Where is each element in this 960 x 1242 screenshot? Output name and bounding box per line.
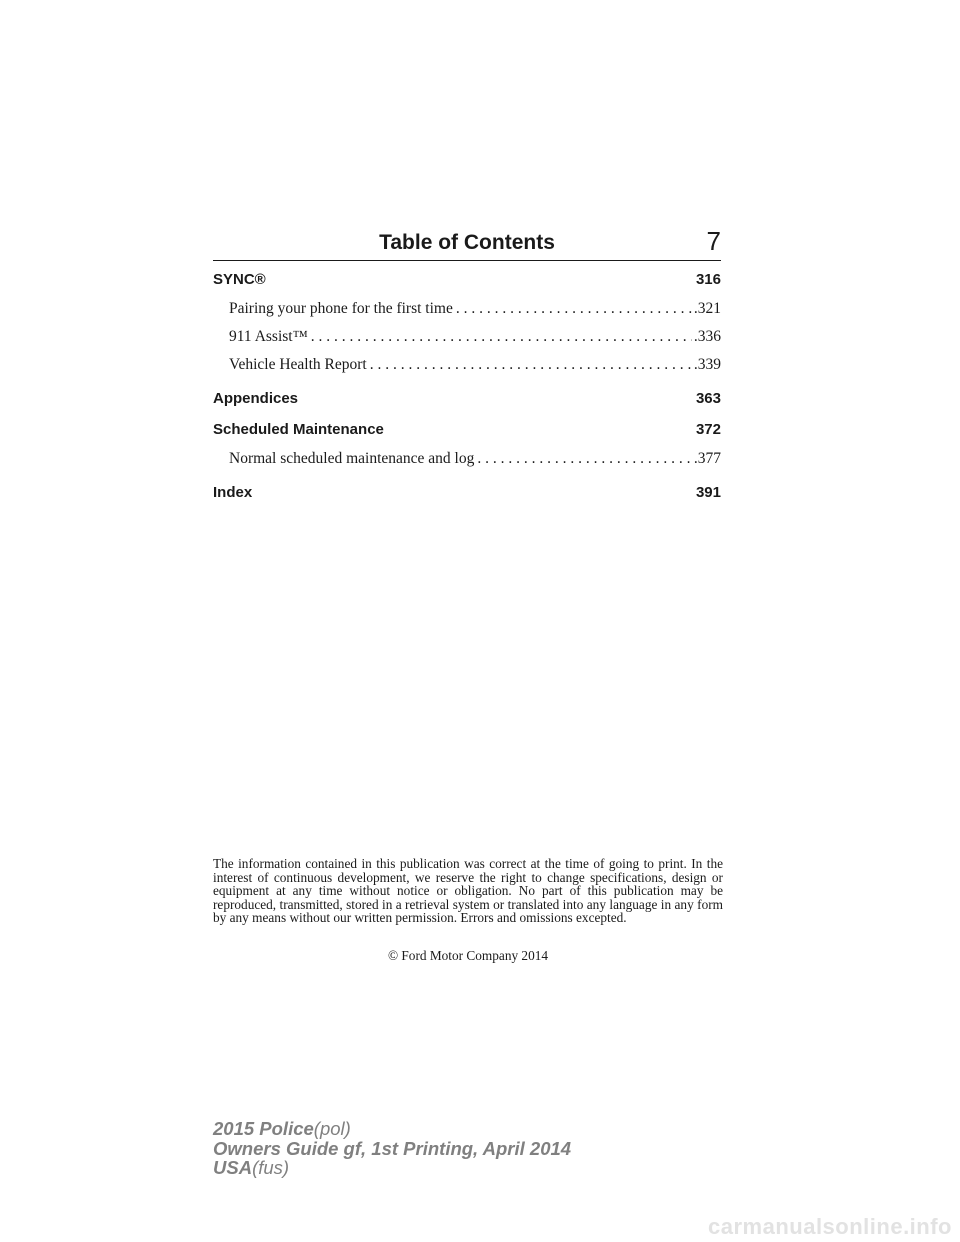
site-watermark: carmanualsonline.info: [708, 1214, 952, 1239]
edition-footer: [213, 1119, 571, 1178]
toc-item-page: .321: [693, 300, 721, 317]
dot-leader: [367, 351, 692, 379]
toc-item-pairing-phone[interactable]: [213, 295, 721, 323]
footer-line-model: [213, 1119, 571, 1139]
toc-section-page: 391: [695, 484, 721, 501]
toc-section-sync[interactable]: [213, 264, 721, 295]
footer-model: 2015 Police: [213, 1118, 314, 1139]
page-header: [213, 228, 721, 261]
dot-leader: [308, 323, 692, 351]
page-title: Table of Contents: [379, 231, 555, 254]
toc-item-vehicle-health-report[interactable]: [213, 351, 721, 379]
toc-section-title: Index: [213, 484, 253, 501]
toc-section-page: 316: [695, 271, 721, 288]
footer-region-code: (fus): [252, 1157, 290, 1178]
toc-item-label: Normal scheduled maintenance and log: [229, 450, 475, 467]
page-number: 7: [706, 226, 721, 256]
toc-section-title: Appendices: [213, 390, 299, 407]
legal-disclaimer: The information contained in this publication was correct at the time of going to print. In the interest of continuous development, we reserve the right to change specifications, design or equipment at any time without notice or obligation. No part of this publication may be reproduced, transmitted, stored in a retrieval system or translated into any language in any form by any means without our written permission. Errors and omissions excepted.: [213, 856, 723, 926]
toc-section-title: SYNC®: [213, 271, 266, 288]
dot-leader: [474, 445, 692, 473]
toc-item-page: .377: [693, 450, 721, 467]
toc-section-page: 372: [695, 421, 721, 438]
toc-item-label: Vehicle Health Report: [229, 356, 367, 373]
dot-leader: [453, 295, 692, 323]
toc-section-index[interactable]: [213, 477, 721, 508]
toc-item-label: Pairing your phone for the first time: [229, 300, 453, 317]
footer-line-region: [213, 1158, 571, 1178]
toc-section-scheduled-maintenance[interactable]: [213, 414, 721, 445]
toc-item-label: 911 Assist™: [229, 328, 308, 345]
footer-model-code: (pol): [313, 1118, 351, 1139]
footer-printing: Owners Guide gf, 1st Printing, April 2014: [213, 1137, 572, 1159]
toc-item-normal-maintenance[interactable]: [213, 445, 721, 473]
table-of-contents: [213, 264, 721, 508]
toc-section-appendices[interactable]: [213, 383, 721, 414]
toc-item-911-assist[interactable]: [213, 323, 721, 351]
copyright-notice: © Ford Motor Company 2014: [387, 948, 549, 963]
footer-region: USA: [213, 1157, 253, 1178]
toc-item-page: .339: [693, 356, 721, 373]
toc-item-page: .336: [693, 328, 721, 345]
toc-section-page: 363: [695, 390, 721, 407]
toc-section-title: Scheduled Maintenance: [213, 421, 384, 438]
